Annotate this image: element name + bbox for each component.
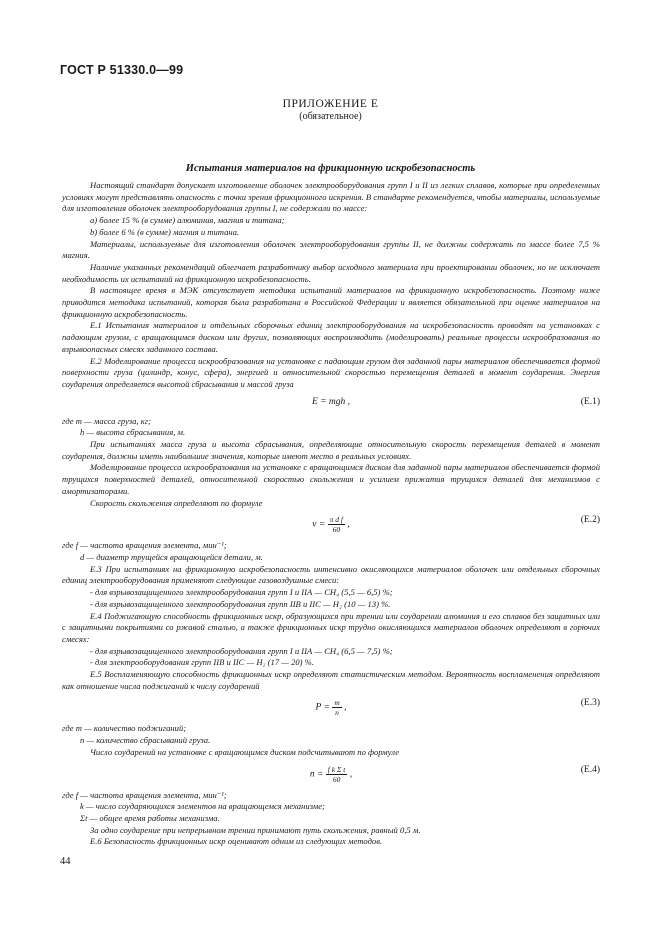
formula-number: (Е.3) (580, 698, 600, 709)
formula-expression: v = $\frac{\text{π d f}}{60}$ , (312, 515, 350, 535)
where-clause: где f — частота вращения элемента, мин⁻¹; (62, 789, 227, 800)
formula-number: (Е.4) (580, 764, 600, 775)
standard-designation: ГОСТ Р 51330.0—99 (60, 63, 184, 77)
paragraph: В настоящее время в МЭК отсутствует методика испытаний материалов на фрикционную искробезопасность. Поэтому ниже приводится методика испытаний, которая была разработана в Российской Федерации и является обязательной при оценке материалов на фрикционную искробезопасность. (62, 285, 600, 319)
appendix-subtitle: (обязательное) (299, 111, 362, 122)
numerator: f k Σ t (327, 764, 346, 774)
appendix-title: ПРИЛОЖЕНИЕ Е (282, 98, 379, 110)
formula-e2 (62, 512, 600, 538)
fraction (328, 515, 345, 534)
paragraph: Е.4 Поджигающую способность фрикционных искр, образующихся при трении или соударении алюминия и его сплавов без защитных или с защитными покрытиями со ржавой сталью, а также фрикционных искр трудно окисляющихся материалов оболочек определяют в горючих смесях: (62, 610, 600, 644)
paragraph: Моделирование процесса искрообразования на установке с вращающимся диском для заданной пары материалов обеспечивается формой трущихся поверхностей деталей, относительной скоростью скольжения и усилием прижатия трущихся деталей для механизмов с амортизаторами. (62, 462, 600, 496)
fraction (332, 698, 341, 717)
where-clause: где m — количество поджиганий; (62, 723, 187, 734)
paragraph: Настоящий стандарт допускает изготовление оболочек электрооборудования групп I и II из легких сплавов, которые при определенных условиях могут представлять опасность с точки зрения фрикционного искрения. В стандарте рекомендуется, чтобы материалы, используемые для изготовления оболочек электрооборудования группы I, не содержали по массе: (62, 180, 600, 214)
paragraph: Е.5 Воспламеняющую способность фрикционных искр определяют статистическим методом. Вероятность воспламенения определяют как отношение числа поджиганий к числу соударений (62, 669, 600, 691)
formula-lhs: v = (312, 519, 326, 530)
formula-lhs: n = (309, 769, 324, 780)
formula-expression: E = mgh , (311, 396, 351, 407)
section-heading: Испытания материалов на фрикционную искробезопасность (185, 163, 476, 174)
where-clause: h — высота сбрасывания, м. (80, 427, 186, 438)
list-item: - для взрывозащищенного электрооборудования групп I и IIА — CH₄ (6,5 — 7,5) %; (90, 645, 393, 656)
formula-number: (Е.2) (580, 515, 600, 526)
list-item: - для взрывозащищенного электрооборудования групп IIВ и IIС — H₂ (10 — 13) %. (90, 598, 391, 609)
denominator: n (335, 708, 339, 718)
paragraph: Скорость скольжения определяют по формуле (90, 497, 263, 508)
list-item: - для взрывозащищенного электрооборудования групп I и IIА — CH₄ (5,5 — 6,5) %; (90, 587, 393, 598)
where-clause: где f — частота вращения элемента, мин⁻¹; (62, 540, 227, 551)
where-clause: d — диаметр трущейся вращающейся детали, м. (80, 551, 263, 562)
list-item: b) более 6 % (в сумме) магния и титана. (90, 226, 240, 237)
formula-expression: n = $\frac{\text{f k Σ t}}{60}$ , (309, 764, 353, 784)
where-clause: n — количество сбрасываний груза. (80, 735, 211, 746)
where-clause: Σt — общее время работы механизма. (80, 812, 220, 823)
denominator: 60 (332, 774, 341, 784)
paragraph: Число соударений на установке с вращающимся диском подсчитывают по формуле (90, 746, 400, 757)
formula-number: (Е.1) (580, 396, 600, 407)
paragraph: При испытаниях масса груза и высота сбрасывания, определяющие относительную скорость перемещения деталей в момент соударения, должны иметь наибольшие значения, которые имеют место в реальных условиях. (62, 439, 600, 461)
formula-e4 (62, 762, 600, 788)
formula-lhs: P = (315, 703, 330, 714)
list-item: - для электрооборудования групп IIВ и IIС — H₂ (17 — 20) %. (90, 657, 314, 668)
formula-expression: P = $\frac{m}{n}$ , (315, 698, 347, 718)
fraction (326, 765, 348, 784)
list-item: а) более 15 % (в сумме) алюминия, магния и титана; (90, 215, 285, 226)
paragraph: Материалы, используемые для изготовления оболочек электрооборудования группы II, не должны содержать по массе более 7,5 % магния. (62, 238, 600, 261)
where-clause: k — число соударяющихся элементов на вращающемся механизме; (80, 801, 325, 812)
paragraph: Е.1 Испытания материалов и отдельных сборочных единиц электрооборудования на искробезопасность проводят на установках с падающим грузом, с вращающимся диском или других, позволяющих воспроизводить (моделировать) реальные процессы искрообразования во взрывоопасных смесях заданного состава. (62, 320, 600, 354)
numerator: π d f (329, 515, 343, 525)
numerator: m (334, 698, 340, 708)
formula-e3 (62, 695, 600, 721)
document-body (62, 180, 600, 848)
formula-e1 (62, 394, 600, 414)
denominator: 60 (332, 525, 341, 535)
where-clause: где m — масса груза, кг; (62, 415, 151, 426)
paragraph: Е.6 Безопасность фрикционных искр оценивают одним из следующих методов. (90, 836, 383, 847)
paragraph: Наличие указанных рекомендаций облегчает разработчику выбор исходного материала при проектировании оболочек, но не исключает необходимость их испытаний на фрикционную искробезопасность. (62, 261, 600, 284)
paragraph: Е.2 Моделирование процесса искрообразования на установке с падающим грузом для заданной пары материалов обеспечивается формой поверхности груза (цилиндр, конус, сфера), энергией и относительной скоростью перемещения деталей в момент соударения. Энергия соударения определяется высотой сбрасывания и массой груза (62, 355, 600, 389)
page-number: 44 (60, 856, 71, 867)
paragraph: Е.3 При испытаниях на фрикционную искробезопасность интенсивно окисляющихся материалов оболочек или отдельных сборочных единиц электрооборудования применяют следующие газовоздушные смеси: (62, 563, 600, 586)
paragraph: За одно соударение при непрерывном трении принимают путь скольжения, равный 0,5 м. (90, 824, 421, 835)
